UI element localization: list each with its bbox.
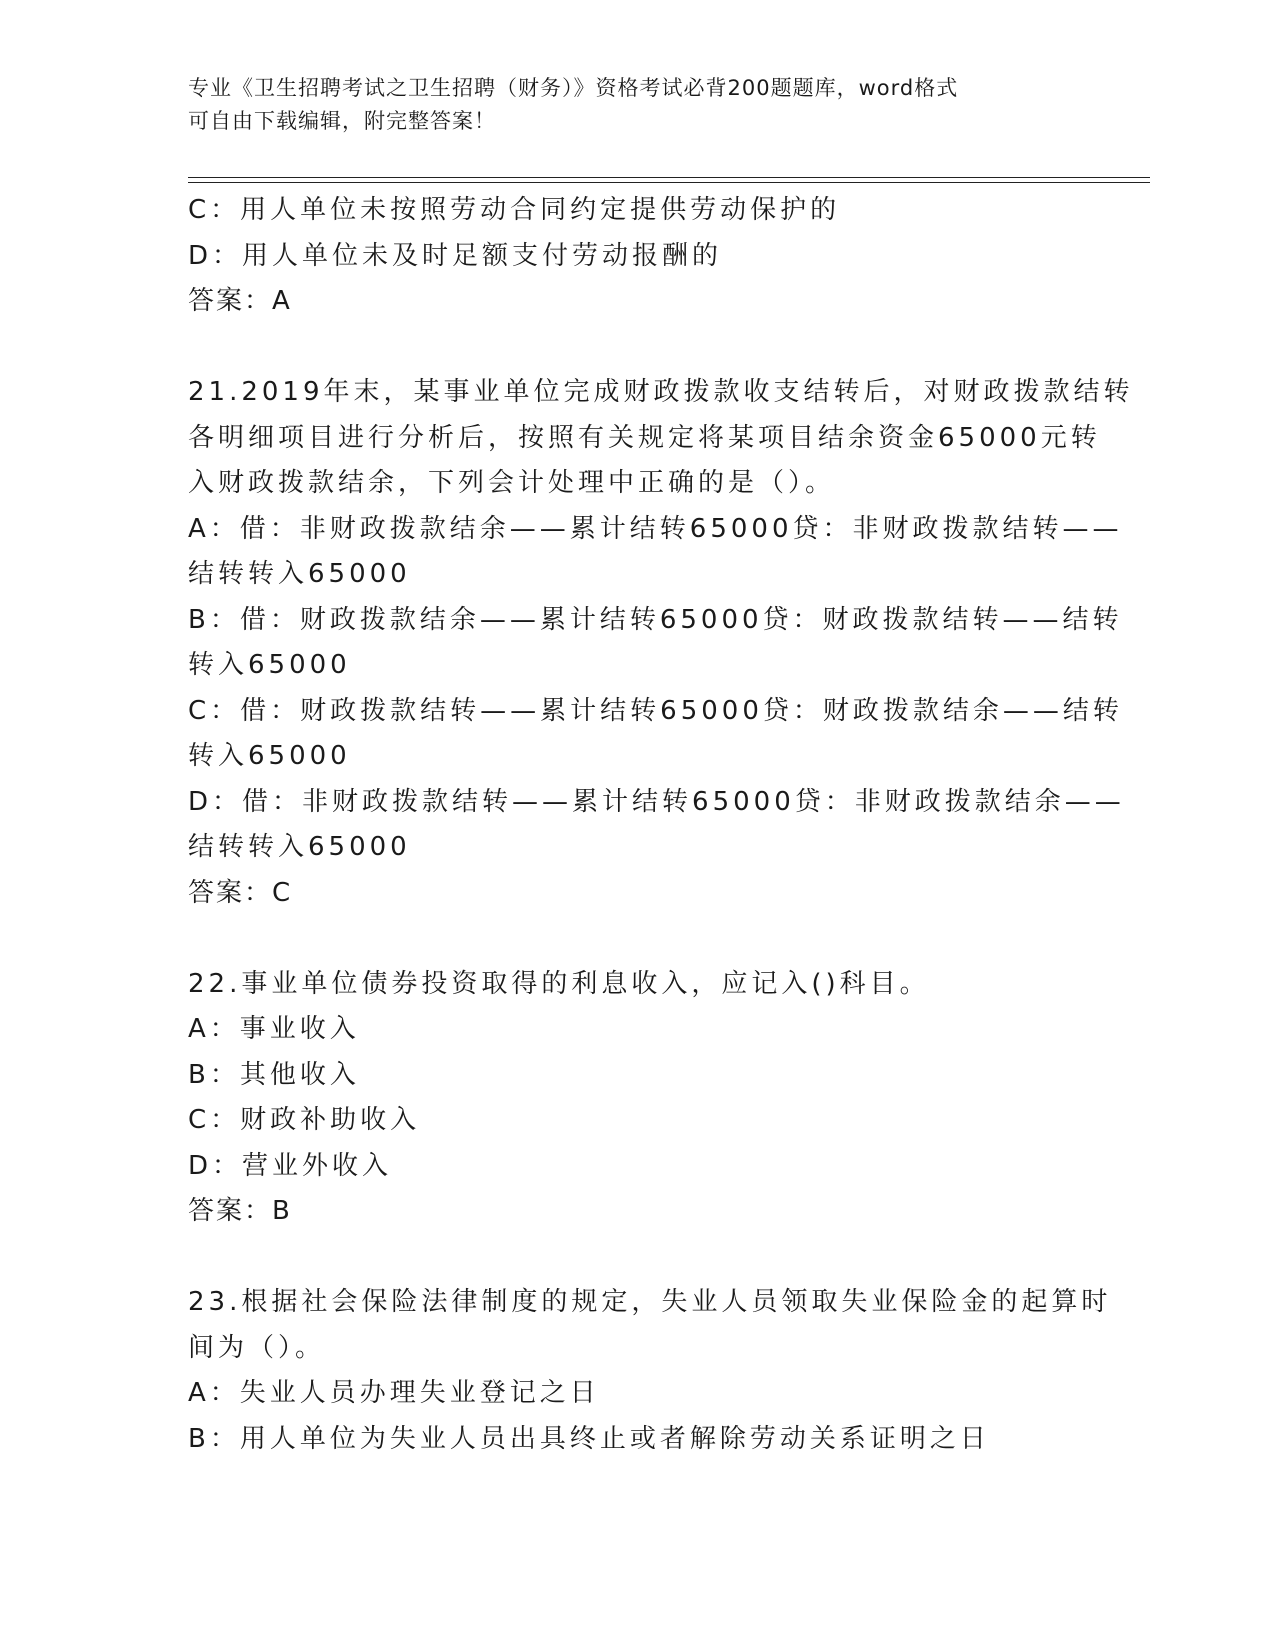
option-c-cont: 转入65000 (188, 741, 351, 771)
spacer (188, 325, 1088, 371)
spacer (188, 916, 1088, 962)
option-d: D：营业外收入 (188, 1150, 393, 1181)
option-c: C：财政补助收入 (188, 1105, 421, 1135)
spacer (188, 1235, 1088, 1281)
option-b-cont: 转入65000 (188, 650, 351, 680)
option-b: B：其他收入 (188, 1059, 360, 1090)
header-divider-bottom (188, 182, 1150, 183)
option-a-cont: 结转转入65000 (188, 559, 411, 589)
option-c: C：用人单位未按照劳动合同约定提供劳动保护的 (188, 195, 841, 225)
document-header (188, 72, 1088, 138)
header-divider-top (188, 177, 1150, 178)
option-a: A：借：非财政拨款结余——累计结转65000贷：非财政拨款结转—— (188, 513, 1123, 544)
question-stem: 间为（）。 (188, 1332, 326, 1363)
option-b: B：用人单位为失业人员出具终止或者解除劳动关系证明之日 (188, 1423, 990, 1454)
option-b: B：借：财政拨款结余——累计结转65000贷：财政拨款结转——结转 (188, 604, 1123, 635)
question-stem: 22.事业单位债券投资取得的利息收入，应记入()科目。 (188, 968, 930, 999)
header-subtitle: 可自由下载编辑，附完整答案！ (188, 109, 496, 133)
option-c: C：借：财政拨款结转——累计结转65000贷：财政拨款结余——结转 (188, 695, 1123, 726)
question-22 (188, 962, 1088, 1235)
option-d-cont: 结转转入65000 (188, 832, 411, 862)
question-stem: 入财政拨款结余，下列会计处理中正确的是（）。 (188, 468, 836, 498)
question-list (188, 188, 1134, 1462)
question-20-tail (188, 188, 1088, 325)
header-title: 专业《卫生招聘考试之卫生招聘（财务）》资格考试必背200题题库，word格式 (188, 76, 959, 100)
option-d: D：借：非财政拨款结转——累计结转65000贷：非财政拨款结余—— (188, 786, 1125, 817)
option-a: A：事业收入 (188, 1014, 360, 1044)
question-stem: 21.2019年末，某事业单位完成财政拨款收支结转后，对财政拨款结转 (188, 377, 1134, 407)
question-21 (188, 370, 1134, 916)
question-23 (188, 1280, 1112, 1462)
question-stem: 23.根据社会保险法律制度的规定，失业人员领取失业保险金的起算时 (188, 1287, 1112, 1317)
option-a: A：失业人员办理失业登记之日 (188, 1378, 600, 1408)
question-stem: 各明细项目进行分析后，按照有关规定将某项目结余资金65000元转 (188, 422, 1101, 453)
option-d: D：用人单位未及时足额支付劳动报酬的 (188, 240, 723, 271)
answer-line: 答案：A (188, 286, 292, 316)
answer-line: 答案：C (188, 877, 293, 908)
answer-line: 答案：B (188, 1196, 292, 1226)
